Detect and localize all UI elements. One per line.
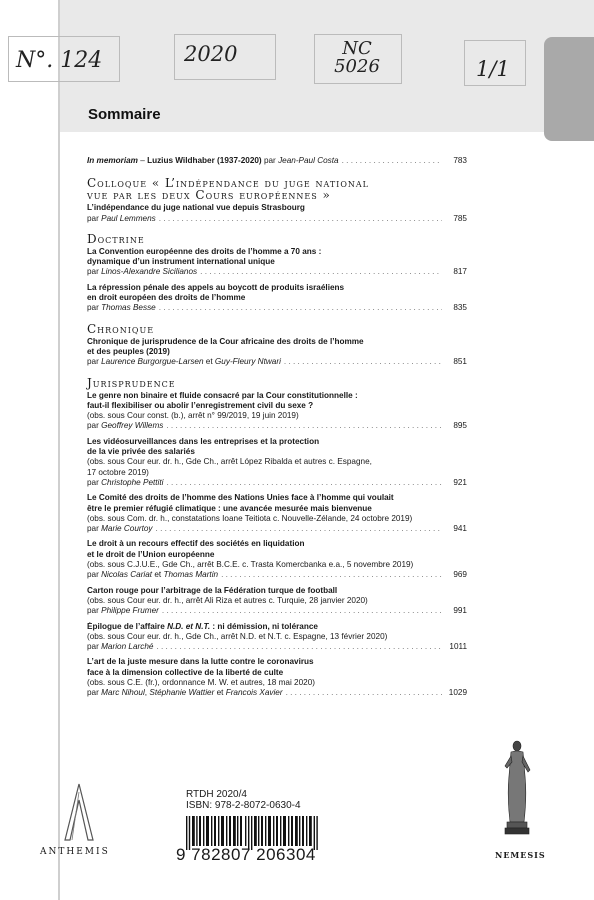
section-heading-doctrine: Doctrine	[87, 231, 145, 246]
section-heading-chronique: Chronique	[87, 321, 155, 336]
handwritten-number: N°. 124	[16, 48, 103, 73]
dot-leader	[166, 478, 442, 488]
page-title: Sommaire	[88, 106, 161, 123]
page-number: 921	[453, 477, 467, 487]
handwritten-year: 2020	[184, 42, 238, 66]
toc-entry[interactable]: L’indépendance du juge national vue depuis Strasbourg par Paul Lemmens . . . 785	[87, 203, 467, 224]
anthemis-logo-icon	[62, 782, 96, 842]
dot-leader	[200, 267, 442, 277]
toc-entry[interactable]: Épilogue de l’affaire N.D. et N.T. : ni démission, ni tolérance (obs. sous Cour eur. dr. h., Gde Ch., arrêt N.D. et N.T. c. Espagne, 13 février 2020) par Marion Larché . . . 1011	[87, 622, 467, 653]
dot-leader	[159, 214, 442, 224]
section-heading-jurisprudence: Jurisprudence	[87, 375, 176, 390]
page-number: 785	[453, 213, 467, 223]
page-number: 895	[453, 421, 467, 431]
page-number: 783	[453, 156, 467, 165]
page-number: 1029	[448, 688, 467, 698]
page-number: 969	[453, 570, 467, 580]
journal-reference: RTDH 2020/4 ISBN: 978-2-8072-0630-4	[186, 789, 301, 811]
toc-entry[interactable]: La répression pénale des appels au boycott de produits israéliens en droit européen des droits de l’homme par Thomas Besse . . . 835	[87, 283, 467, 314]
toc-entry[interactable]: La Convention européenne des droits de l’homme a 70 ans : dynamique d’un instrument international unique par Linos-Alexandre Sicilianos . . . 817	[87, 247, 467, 278]
page-number: 817	[453, 267, 467, 277]
publisher-name: ANTHEMIS	[40, 847, 110, 857]
page-number: 941	[453, 524, 467, 534]
edge-tab	[544, 37, 594, 141]
nemesis-statue-icon	[497, 736, 537, 836]
dot-leader	[342, 156, 442, 166]
page-number: 1011	[449, 642, 467, 652]
toc-entry[interactable]: Le droit à un recours effectif des sociétés en liquidation et le droit de l’Union européenne (obs. sous C.J.U.E., Gde Ch., arrêt B.C.E. c. Trasta Komercbanka e.a., 5 novembre 2019) par Nicolas Cariat et Thomas Martin . . . 969	[87, 539, 467, 580]
dot-leader	[286, 688, 442, 698]
toc-entry[interactable]: Carton rouge pour l’arbitrage de la Fédération turque de football (obs. sous Cour eur. dr. h., arrêt Ali Riza et autres c. Turquie, 28 janvier 2020) par Philippe Frumer . . . 991	[87, 586, 467, 617]
dot-leader	[156, 642, 442, 652]
page-edge-rule	[58, 0, 60, 900]
dot-leader	[284, 357, 442, 367]
toc-entry[interactable]: Les vidéosurveillances dans les entreprises et la protection de la vie privée des salariés (obs. sous Cour eur. dr. h., Gde Ch., arrêt López Ribalda et autres c. Espagne, 17 octobre 2019) par Christophe Pettiti . . . 921	[87, 437, 467, 488]
dot-leader	[156, 524, 442, 534]
dot-leader	[221, 570, 442, 580]
section-heading-colloque: Colloque « L’indépendance du juge national vue par les deux Cours européennes »	[87, 176, 369, 203]
page-number: 991	[453, 606, 467, 616]
toc-entry[interactable]: L’art de la juste mesure dans la lutte contre le coronavirus face à la dimension collective de la liberté de culte (obs. sous C.E. (fr.), ordonnance M. W. et autres, 18 mai 2020) par Marc Nihoul, Stéphanie Wattier et Francois Xavier . . . 1029	[87, 657, 467, 698]
table-of-contents	[87, 156, 467, 699]
dot-leader	[162, 606, 442, 616]
toc-entry[interactable]: Chronique de jurisprudence de la Cour africaine des droits de l’homme et des peuples (2019) par Laurence Burgorgue-Larsen et Guy-Fleury Ntwari . . . 851	[87, 337, 467, 368]
dot-leader	[166, 421, 442, 431]
page-number: 835	[453, 303, 467, 313]
toc-entry[interactable]: Le Comité des droits de l’homme des Nations Unies face à l’homme qui voulait être le premier réfugié climatique : une avancée mesurée mais bienvenue (obs. sous Com. dr. h., constatations Ioane Teitiota c. Nouvelle-Zélande, 24 octobre 2019) par Marie Courtoy . . . 941	[87, 493, 467, 534]
handwritten-count: 1/1	[476, 57, 510, 81]
page-number: 851	[453, 357, 467, 367]
barcode-digits: 9 782807 206304	[176, 845, 316, 864]
handwritten-code: NC 5026	[334, 38, 380, 77]
toc-entry-memoriam[interactable]: In memoriam – Luzius Wildhaber (1937-2020) par Jean-Paul Costa . . . 783	[87, 156, 467, 166]
toc-entry[interactable]: Le genre non binaire et fluide consacré par la Cour constitutionnelle : faut-il flexibiliser ou abolir l’enregistrement civil du sexe ? (obs. sous Cour const. (b.), arrêt n° 99/2019, 19 juin 2019) par Geoffrey Willems . . . 895	[87, 391, 467, 432]
dot-leader	[159, 303, 442, 313]
imprint-name: NEMESIS	[495, 850, 546, 860]
